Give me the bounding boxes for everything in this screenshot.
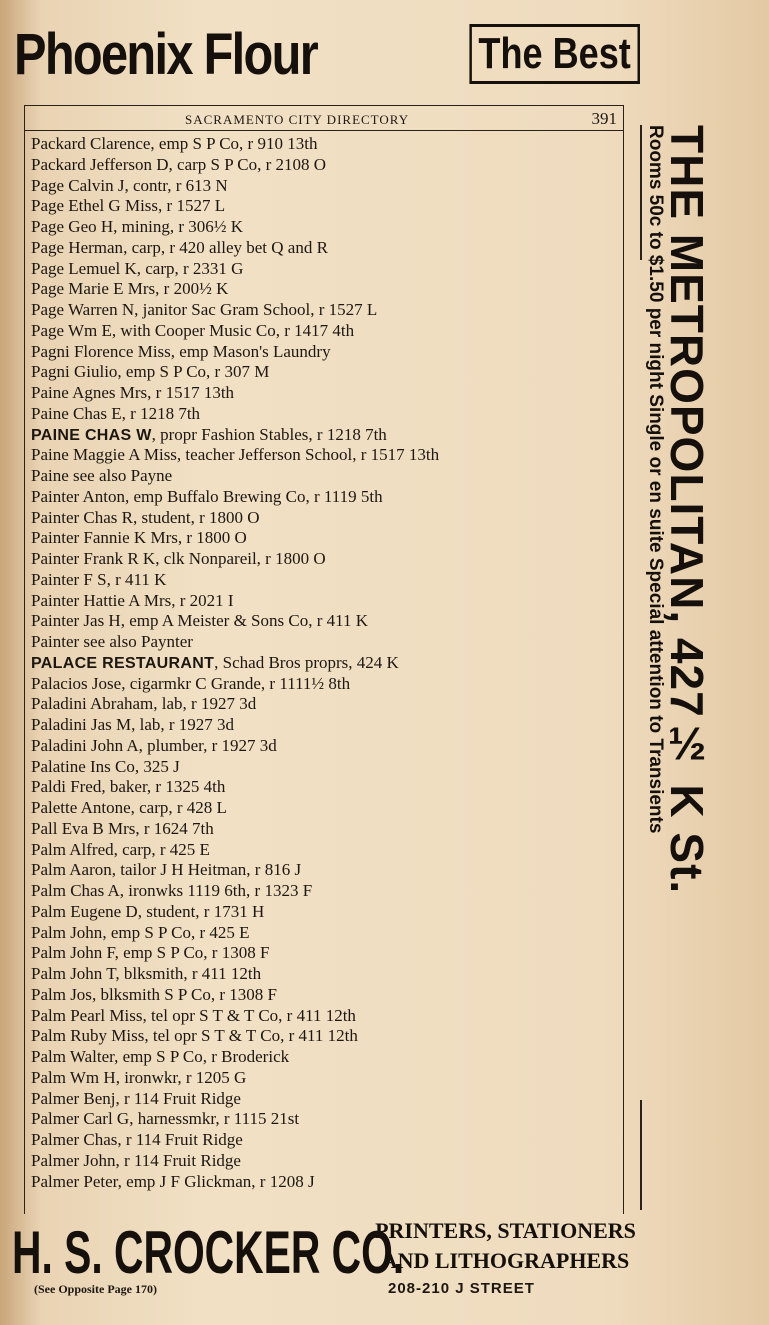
directory-entry: [31, 985, 621, 1006]
directory-entry: [31, 217, 621, 238]
directory-entry: [31, 964, 621, 985]
entry-name: Painter Chas R: [31, 507, 133, 527]
directory-entry: [31, 715, 621, 736]
entry-details: , ironwkr, r 1205 G: [115, 1067, 247, 1087]
directory-entry: [31, 1047, 621, 1068]
directory-entry: [31, 798, 621, 819]
entry-details: , baker, r 1325 4th: [101, 777, 226, 797]
side-rule-top: [640, 125, 642, 260]
entry-details: , emp Mason's Laundry: [170, 341, 331, 361]
entry-details: , carp, r 425 E: [113, 839, 210, 859]
directory-entry: [31, 1151, 621, 1172]
entry-details: , emp S P Co, r 1308 F: [114, 943, 270, 963]
entry-name: Palmer Benj: [31, 1088, 116, 1108]
directory-entry: [31, 321, 621, 342]
entry-name: Painter see also Paynter: [31, 632, 193, 651]
directory-entry: [31, 632, 621, 653]
entry-details: , r 1624 7th: [135, 818, 214, 838]
entry-name: Palm Eugene D: [31, 901, 138, 921]
phoenix-flour-ad-text: Phoenix Flour: [14, 21, 317, 87]
entry-details: , tailor J H Heitman, r 816 J: [111, 860, 302, 880]
directory-entry: [31, 466, 621, 487]
entry-name: Paine Maggie A Miss: [31, 445, 177, 465]
entry-name: Paine Agnes Mrs: [31, 383, 148, 402]
directory-entry: [31, 902, 621, 923]
entry-name: Packard Clarence: [31, 134, 151, 153]
entry-details: , student, r 1800 O: [133, 507, 260, 527]
directory-page: [24, 105, 624, 1214]
entry-details: , blksmith, r 411 12th: [115, 964, 262, 983]
directory-entry: [31, 176, 621, 197]
directory-entry: [31, 528, 621, 549]
entry-details: , Schad Bros proprs, 424 K: [214, 652, 399, 672]
entry-name: Pagni Giulio: [31, 362, 118, 382]
entry-details: , contr, r 613 N: [124, 175, 228, 195]
entry-details: , emp S P Co, r 425 E: [102, 922, 250, 942]
entry-name: Palmer John: [31, 1150, 116, 1170]
entry-name: Palmer Carl G: [31, 1109, 130, 1129]
entry-details: , carp, r 420 alley bet Q and R: [123, 237, 328, 257]
entry-name: Page Warren N: [31, 300, 135, 319]
directory-entry: [31, 819, 621, 840]
directory-entry: [31, 943, 621, 964]
directory-entry: [31, 155, 621, 176]
directory-entry: [31, 653, 621, 674]
directory-entry: [31, 134, 621, 155]
entry-details: , carp S P Co, r 2108 O: [168, 154, 327, 174]
entry-details: , janitor Sac Gram School, r 1527 L: [134, 300, 378, 319]
entry-details: , emp Buffalo Brewing Co, r 1119 5th: [124, 486, 383, 506]
directory-entry: [31, 1068, 621, 1089]
page-number: 391: [591, 109, 617, 128]
entry-name: Palacios Jose: [31, 673, 122, 693]
crocker-services-line1: PRINTERS, STATIONERS: [375, 1218, 636, 1243]
entry-details: , emp S P Co, r 307 M: [117, 362, 270, 382]
entry-name: Page Lemuel K: [31, 258, 137, 278]
entry-details: , r 1517 13th: [147, 383, 235, 402]
entry-name: Palm Alfred: [31, 839, 114, 859]
entry-name: PAINE CHAS W: [31, 426, 152, 444]
entry-details: , emp S P Co, r 910 13th: [150, 134, 318, 153]
directory-entry: [31, 1109, 621, 1130]
entry-name: Palm John T: [31, 964, 116, 983]
entry-name: Palm Walter: [31, 1047, 115, 1066]
directory-entry: [31, 757, 621, 778]
entry-name: Painter Jas H: [31, 611, 121, 631]
entry-details: , blksmith S P Co, r 1308 F: [91, 984, 277, 1004]
directory-title: SACRAMENTO CITY DIRECTORY: [185, 112, 410, 127]
directory-entries-list: [31, 134, 621, 1192]
page-header: [25, 106, 623, 131]
entry-name: Pagni Florence Miss: [31, 341, 171, 361]
directory-entry: [31, 694, 621, 715]
entry-details: , r 114 Fruit Ridge: [117, 1130, 243, 1149]
entry-name: Palette Antone: [31, 798, 131, 817]
directory-entry: [31, 445, 621, 466]
directory-entry: [31, 591, 621, 612]
entry-details: , tel opr S T & T Co, r 411 12th: [142, 1005, 356, 1025]
directory-entry: [31, 1130, 621, 1151]
bottom-advertisement-banner: [0, 1212, 769, 1325]
entry-details: , r 411 K: [106, 569, 167, 589]
metropolitan-tagline: Rooms 50c to $1.50 per night Single or en suite Special attention to Transients: [645, 125, 666, 834]
directory-entry: [31, 1026, 621, 1047]
entry-name: Paldi Fred: [31, 777, 102, 797]
entry-details: , emp J F Glickman, r 1208 J: [117, 1171, 315, 1191]
entry-details: , carp, r 2331 G: [136, 258, 244, 278]
entry-name: Painter Frank R K: [31, 549, 156, 568]
entry-details: , clk Nonpareil, r 1800 O: [155, 549, 326, 568]
entry-name: Page Geo H: [31, 217, 114, 236]
entry-name: Page Marie E Mrs: [31, 279, 156, 299]
crocker-company-name: H. S. CROCKER CO.: [12, 1219, 405, 1286]
the-best-boxed-text: The Best: [470, 24, 640, 84]
entry-details: , harnessmkr, r 1115 21st: [129, 1109, 300, 1129]
entry-details: , r 2021 I: [171, 590, 234, 610]
entry-name: Pall Eva B Mrs: [31, 818, 136, 838]
top-advertisement-banner: [14, 14, 640, 94]
directory-entry: [31, 487, 621, 508]
entry-name: Paladini Jas M: [31, 715, 132, 734]
entry-name: Paladini Abraham: [31, 694, 154, 714]
directory-entry: [31, 404, 621, 425]
directory-entry: [31, 736, 621, 757]
directory-entry: [31, 508, 621, 529]
entry-details: , plumber, r 1927 3d: [138, 735, 277, 755]
entry-details: , teacher Jefferson School, r 1517 13th: [176, 445, 440, 465]
entry-details: , r 1527 L: [158, 196, 226, 216]
entry-details: , mining, r 306½ K: [113, 217, 244, 236]
directory-entry: [31, 1006, 621, 1027]
entry-name: Palm Ruby Miss: [31, 1026, 145, 1046]
entry-name: Paine Chas E: [31, 403, 122, 423]
entry-details: , ironwks 1119 6th, r 1323 F: [119, 881, 313, 900]
directory-entry: [31, 549, 621, 570]
directory-entry: [31, 362, 621, 383]
entry-name: PALACE RESTAURANT: [31, 654, 215, 672]
entry-name: Palmer Chas: [31, 1130, 118, 1149]
entry-name: Palm Chas A: [31, 881, 120, 900]
directory-entry: [31, 923, 621, 944]
crocker-address: 208-210 J STREET: [388, 1280, 535, 1297]
directory-entry: [31, 674, 621, 695]
directory-entry: [31, 342, 621, 363]
entry-details: , lab, r 1927 3d: [131, 715, 235, 734]
entry-details: , carp, r 428 L: [130, 798, 227, 817]
entry-name: Page Herman: [31, 237, 124, 257]
directory-entry: [31, 860, 621, 881]
entry-name: Page Calvin J: [31, 175, 125, 195]
entry-name: Painter Hattie A Mrs: [31, 590, 172, 610]
entry-details: , with Cooper Music Co, r 1417 4th: [111, 320, 355, 340]
entry-details: , tel opr S T & T Co, r 411 12th: [144, 1026, 358, 1046]
metropolitan-hotel-ad-title: THE METROPOLITAN, 427½ K St.: [661, 125, 713, 895]
directory-entry: [31, 300, 621, 321]
directory-entry: [31, 570, 621, 591]
directory-entry: [31, 1089, 621, 1110]
directory-entry: [31, 425, 621, 446]
entry-details: , emp S P Co, r Broderick: [114, 1047, 290, 1066]
entry-name: Paladini John A: [31, 735, 139, 755]
directory-entry: [31, 279, 621, 300]
entry-details: , lab, r 1927 3d: [153, 694, 257, 714]
entry-details: , r 1218 7th: [121, 403, 201, 423]
entry-name: Packard Jefferson D: [31, 154, 169, 174]
directory-entry: [31, 611, 621, 632]
entry-name: Palmer Peter: [31, 1171, 118, 1191]
entry-details: , student, r 1731 H: [137, 901, 265, 921]
side-rule-bottom: [640, 1100, 642, 1210]
directory-entry: [31, 881, 621, 902]
entry-details: , r 114 Fruit Ridge: [115, 1088, 241, 1108]
directory-entry: [31, 840, 621, 861]
entry-name: Palm Aaron: [31, 860, 112, 880]
directory-entry: [31, 777, 621, 798]
directory-entry: [31, 238, 621, 259]
entry-name: Painter Anton: [31, 486, 125, 506]
entry-name: Painter F S: [31, 569, 107, 589]
entry-name: Page Wm E: [31, 320, 112, 340]
see-opposite-page-note: (See Opposite Page 170): [34, 1282, 157, 1296]
entry-name: Palm Jos: [31, 984, 92, 1004]
directory-entry: [31, 259, 621, 280]
entry-name: Palm Pearl Miss: [31, 1005, 143, 1025]
directory-entry: [31, 1172, 621, 1193]
entry-name: Palm John F: [31, 943, 115, 963]
entry-name: Paine see also Payne: [31, 466, 173, 485]
entry-name: Palatine Ins Co: [31, 756, 135, 776]
entry-name: Palm John: [31, 922, 103, 942]
entry-details: , r 114 Fruit Ridge: [115, 1150, 241, 1170]
entry-details: , emp A Meister & Sons Co, r 411 K: [120, 611, 369, 631]
entry-name: Page Ethel G Miss: [31, 196, 159, 216]
entry-details: , cigarmkr C Grande, r 1111½ 8th: [121, 673, 351, 693]
entry-details: , r 200½ K: [155, 279, 229, 299]
directory-entry: [31, 196, 621, 217]
crocker-services: [368, 1216, 643, 1276]
entry-name: Palm Wm H: [31, 1067, 116, 1087]
entry-name: Painter Fannie K Mrs: [31, 528, 178, 548]
directory-entry: [31, 383, 621, 404]
crocker-services-line2: AND LITHOGRAPHERS: [381, 1248, 630, 1273]
entry-details: , propr Fashion Stables, r 1218 7th: [151, 424, 387, 444]
entry-details: , 325 J: [134, 756, 180, 776]
entry-details: , r 1800 O: [177, 528, 247, 548]
